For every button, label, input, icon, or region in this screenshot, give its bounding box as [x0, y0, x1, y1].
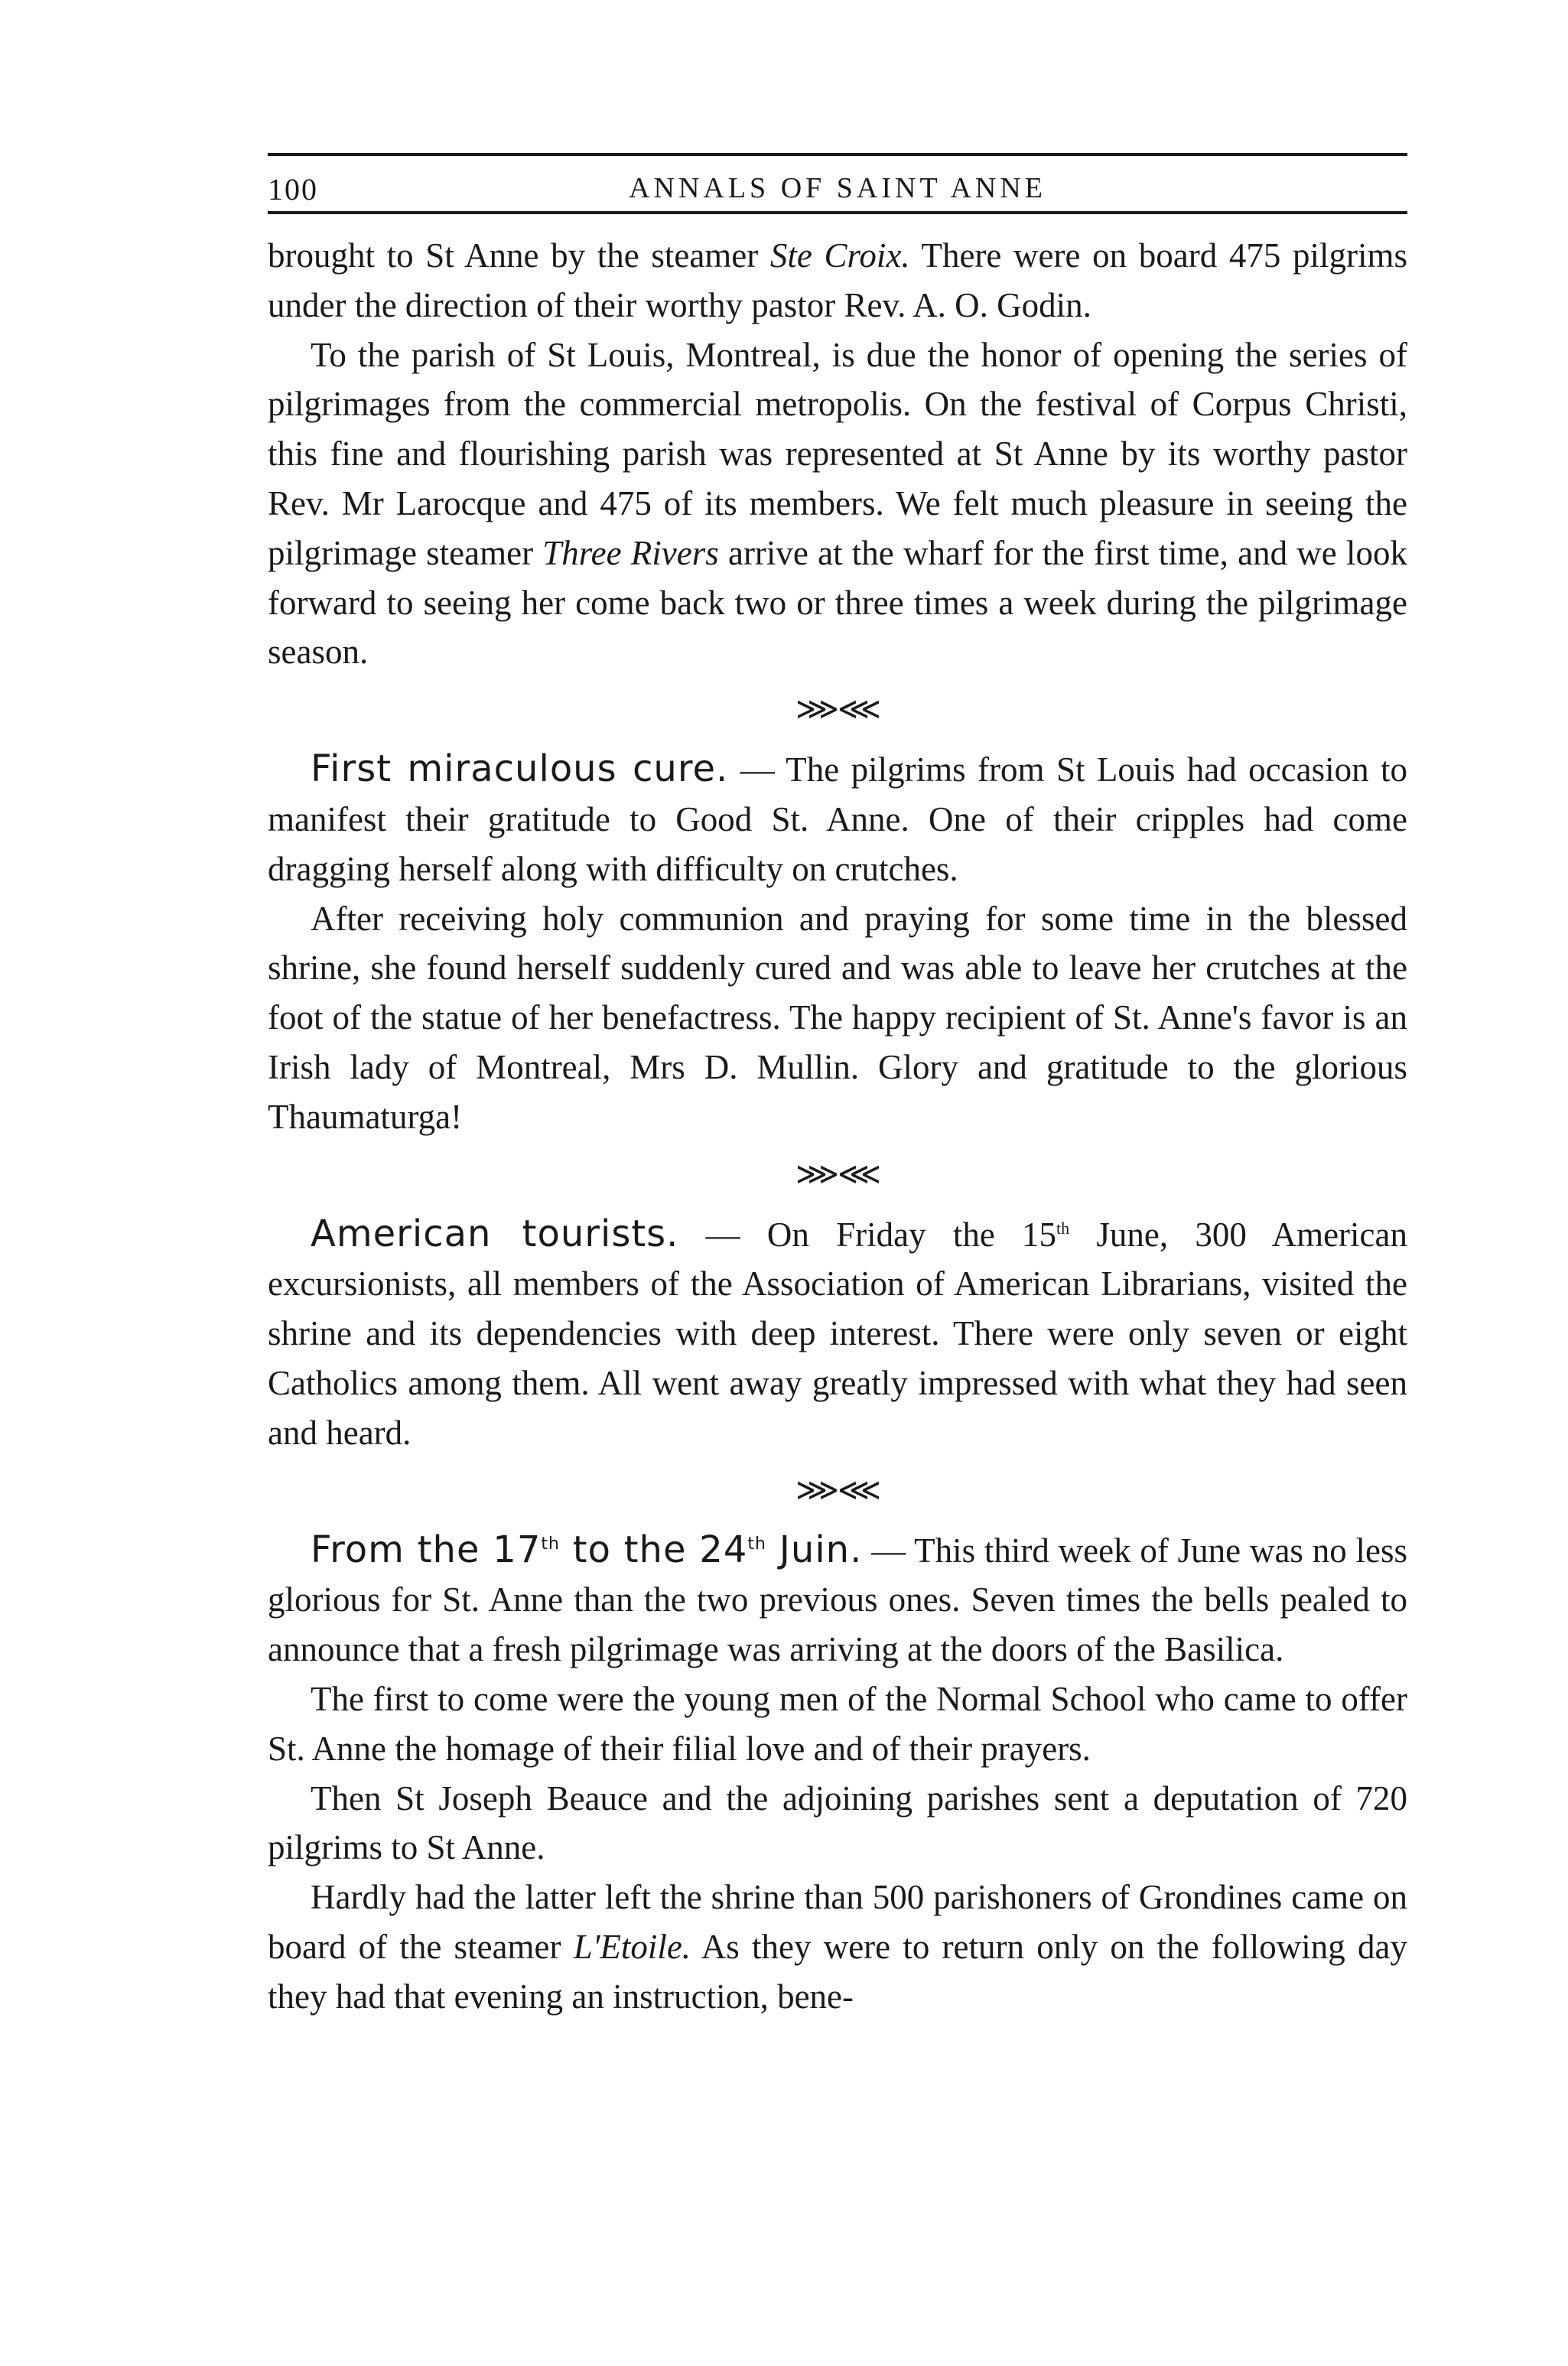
section-heading: From the 17th to the 24th Juin. — [311, 1528, 863, 1571]
section-ornament: ⋙⋘ — [795, 1156, 880, 1191]
header-bottom-rule — [268, 211, 1407, 214]
paragraph-st-joseph-beauce: Then St Joseph Beauce and the adjoining parishes sent a deputation of 720 pilgrims to St Anne. — [268, 1779, 1407, 1867]
page-number: 100 — [268, 172, 318, 207]
book-page — [268, 153, 1407, 2022]
steamer-name: Ste Croix. — [769, 236, 910, 275]
section-ornament: ⋙⋘ — [795, 692, 880, 727]
paragraph-normal-school: The first to come were the young men of the Normal School who came to offer St. Anne the homage of their filial love and of their prayers. — [268, 1679, 1407, 1768]
running-header — [268, 156, 1407, 211]
steamer-name: L'Etoile. — [573, 1927, 691, 1966]
body-text — [268, 231, 1407, 2022]
paragraph-third-week-of-june: From the 17th to the 24th Juin. — This third week of June was no less glorious for St. Anne than the two previous ones. Seven times the bells pealed to announce that a fresh pilgrimage was arriving at the doors of the Basilica. — [268, 1528, 1407, 1669]
paragraph-st-louis-pilgrimage: To the parish of St Louis, Montreal, is due the honor of opening the series of pilgrimages from the commercial metropolis. On the festival of Corpus Christi, this fine and flourishing parish was represented at St Anne by its worthy pastor Rev. Mr Larocque and 475 of its members. We felt much pleasure in seeing the pilgrimage steamer Three Rivers arrive at the wharf for the first time, and we look forward to seeing her come back two or three times a week during the pilgrimage season. — [268, 335, 1407, 672]
paragraph-first-miraculous-cure: First miraculous cure. — The pilgrims from St Louis had occasion to manifest their gratitude to Good St. Anne. One of their cripples had come dragging herself along with difficulty on crutches. — [268, 747, 1408, 888]
section-heading: First miraculous cure. — [311, 747, 729, 791]
paragraph-steamer-ste-croix: brought to St Anne by the steamer Ste Croix. There were on board 475 pilgrims under the direction of their worthy pastor Rev. A. O. Godin. — [268, 236, 1407, 324]
running-title: ANNALS OF SAINT ANNE — [629, 172, 1046, 204]
steamer-name: Three Rivers — [542, 533, 719, 572]
paragraph-american-tourists: American tourists. — On Friday the 15th June, 300 American excursionists, all members of the Association of American Librarians, visited the shrine and its dependencies with deep interest. There were only seven or eight Catholics among them. All went away greatly impressed with what they had seen and heard. — [268, 1212, 1407, 1452]
section-heading: American tourists. — [311, 1212, 679, 1255]
paragraph-cure-details: After receiving holy communion and praying for some time in the blessed shrine, she found herself suddenly cured and was able to leave her crutches at the foot of the statue of her benefactress. The happy recipient of St. Anne's favor is an Irish lady of Montreal, Mrs D. Mullin. Glory and gratitude to the glorious Thaumaturga! — [268, 899, 1407, 1136]
section-ornament: ⋙⋘ — [795, 1472, 880, 1507]
paragraph-grondines: Hardly had the latter left the shrine than 500 parishoners of Grondines came on board of the steamer L'Etoile. As they were to return only on the following day they had that evening an instruction, bene- — [268, 1878, 1407, 2016]
